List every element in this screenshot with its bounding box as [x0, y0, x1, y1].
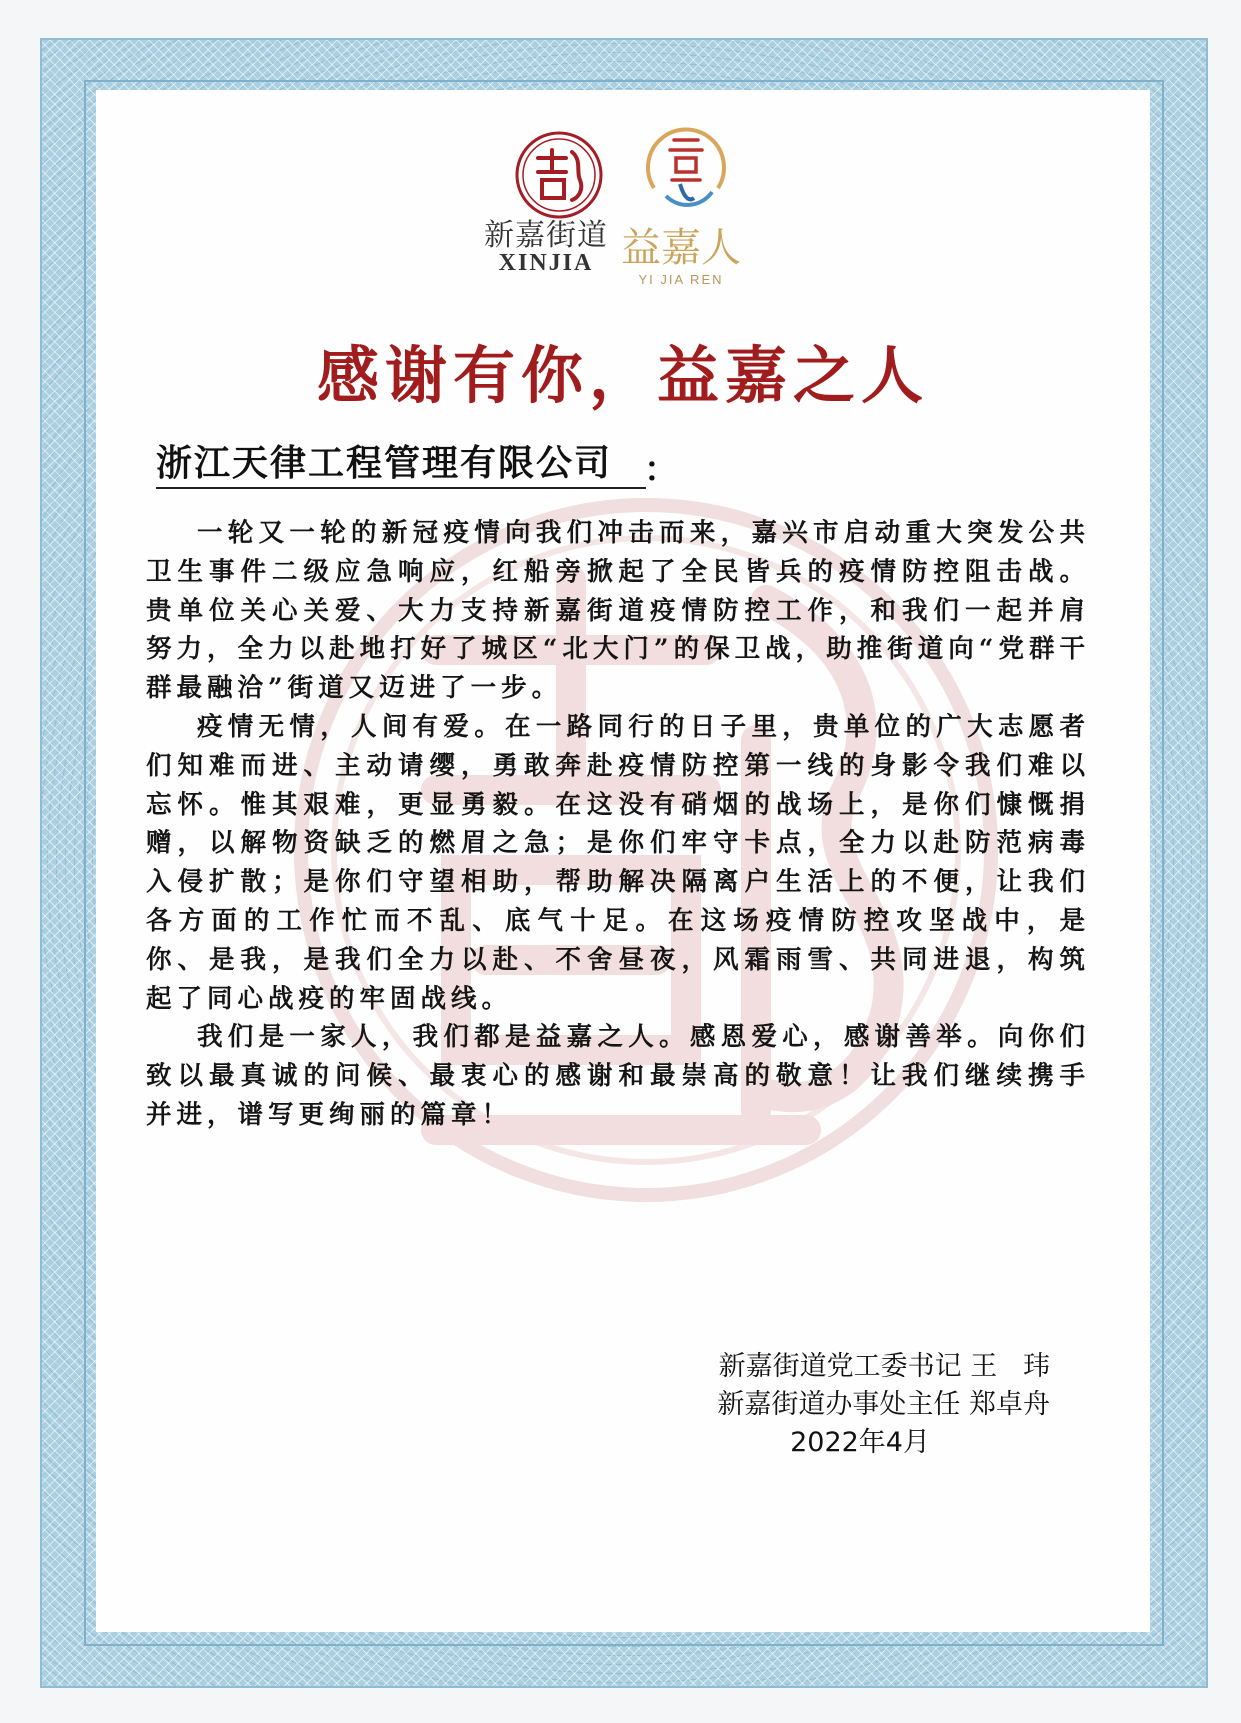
- recipient-underline: [156, 487, 646, 489]
- paragraph-1: 一轮又一轮的新冠疫情向我们冲击而来，嘉兴市启动重大突发公共卫生事件二级应急响应，红船旁掀起了全民皆兵的疫情防控阻击战。贵单位关心关爱、大力支持新嘉街道疫情防控工作，和我们一起并肩努力，全力以赴地打好了城区“北大门”的保卫战，助推街道向“党群干群最融洽”街道又迈进了一步。: [146, 518, 1090, 704]
- signature-date: 2022年4月: [790, 1427, 930, 1458]
- recipient-name: 浙江天律工程管理有限公司: [156, 442, 613, 484]
- xinjia-logo-sub: XINJIA: [498, 250, 594, 276]
- paragraph-3: 我们是一家人，我们都是益嘉之人。感恩爱心，感谢善举。向你们致以最真诚的问候、最衷心的感谢和最崇高的敬意！让我们继续携手并进，谱写更绚丽的篇章！: [146, 1022, 1090, 1130]
- yijiaren-logo-icon: [636, 118, 736, 218]
- certificate-title: 感谢有你，益嘉之人: [316, 339, 929, 412]
- signature-block: [717, 1348, 1050, 1462]
- paragraph-2: 疫情无情，人间有爱。在一路同行的日子里，贵单位的广大志愿者们知难而进、主动请缨，勇敢奔赴疫情防控第一线的身影令我们难以忘怀。惟其艰难，更显勇毅。在这没有硝烟的战场上，是你们慷慨捐赠，以解物资缺乏的燃眉之急；是你们牢守卡点，全力以赴防范病毒入侵扩散；是你们守望相助，帮助解决隔离户生活上的不便，让我们各方面的工作忙而不乱、底气十足。在这场疫情防控攻坚战中，是你、是我，是我们全力以赴、不舍昼夜，风霜雨雪、共同进退，构筑起了同心战疫的牢固战线。: [146, 711, 1090, 1014]
- certificate-paper: [96, 90, 1150, 1632]
- signature-line-director: 新嘉街道办事处主任 郑卓舟: [717, 1389, 1050, 1420]
- yijiaren-logo-sub: YI JIA REN: [638, 272, 724, 287]
- recipient-colon: ：: [644, 450, 678, 490]
- xinjia-seal-logo-icon: [514, 130, 604, 220]
- letter-body: [146, 514, 1090, 1135]
- yijiaren-logo-name: 益嘉人: [621, 225, 741, 271]
- signature-line-secretary: 新嘉街道党工委书记 王 玮: [718, 1351, 1050, 1382]
- xinjia-logo-name: 新嘉街道: [484, 218, 608, 253]
